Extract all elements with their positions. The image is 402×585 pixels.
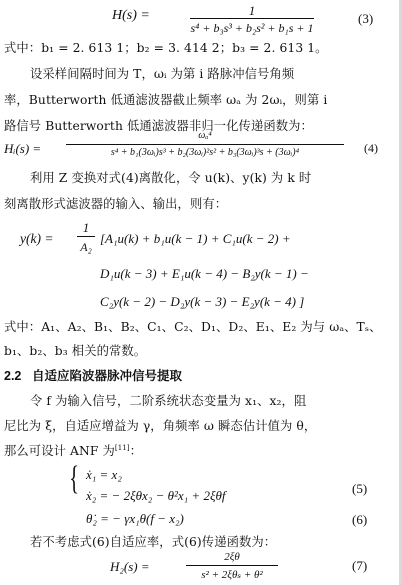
eq5-brace: { [69, 460, 80, 497]
text-line-constants: 式中：A₁、A₂、B₁、B₂、C₁、C₂、D₁、D₂、E₁、E₂ 为与 ωₐ、Tₛ、 [4, 320, 382, 334]
eq3-numerator: 1 [248, 3, 256, 18]
text-line-sampling: 设采样间隔时间为 T，ωᵢ 为第 i 路脉冲信号角频 [30, 67, 295, 81]
text-line-no-adaptive: 若不考虑式(6)自适应率，式(6)传递函数为： [30, 535, 277, 549]
citation-ref: [11] [114, 444, 130, 452]
eq3-number: (3) [358, 11, 374, 26]
eq5-row-1: ẋ₁ = x₂ [86, 467, 122, 482]
eqy-lhs: y(k) = [20, 231, 54, 246]
text-line-butterworth-digital: 令 Butterworth 数字滤波器滤波后周期脉冲基波信 [30, 578, 56, 579]
eq7-number: (7) [352, 558, 368, 573]
eq3-lhs: H(s) = [112, 8, 150, 23]
eqy-frac-den: A₂ [80, 240, 92, 254]
eq4-denominator: s⁴ + b₁(3ωᵢ)s³ + b₂(3ωᵢ)²s² + b₃(3ωᵢ)³s + (3ωᵢ)⁴ [110, 147, 300, 158]
eqy-row-3: C₂y(k − 2) − D₂y(k − 3) − E₂y(k − 4) ] [100, 294, 305, 309]
eq4-numerator: ωₐ⁴ [198, 130, 212, 141]
eq7-denominator: s² + 2ξθₛ + θ² [201, 569, 263, 581]
eq4-fraction-bar [66, 144, 344, 145]
eq4-lhs: Hᵢ(s) = [4, 141, 42, 156]
eq3-denominator: s⁴ + b₃s³ + b₂s² + b₁s + 1 [190, 21, 314, 35]
text-line-anf-design: 那么可设计 ANF 为[11]： [4, 444, 143, 459]
section-title: 自适应陷波器脉冲信号提取 [32, 369, 183, 383]
text-line-b-constants: 式中：b₁ = 2. 613 1；b₂ = 3. 414 2；b₃ = 2. 613 1。 [4, 41, 328, 55]
eq4-number: (4) [364, 141, 378, 155]
eq5-row-2: ẋ₂ = − 2ξθx₂ − θ²x₁ + 2ξθf [86, 488, 226, 503]
eq7-lhs: H₂(s) = [110, 559, 150, 574]
eq7-numerator: 2ξθ [224, 551, 240, 563]
eqy-frac-num: 1 [82, 220, 90, 235]
text-line-discrete-io: 刻离散形式滤波器的输入、输出，则有： [4, 197, 228, 211]
text-line-constants-cont: b₁、b₂、b₃ 相关的常数。 [4, 344, 147, 358]
text-line-transfer-intro: 路信号 Butterworth 低通滤波器非归一化传递函数为： [4, 119, 313, 133]
text-line-discrete-anf: 号为 y(k) = Asin(ωkt, + φ)，则离散化 ANF 为： [4, 580, 31, 581]
eqy-row-1: [A₁u(k) + b₁u(k − 1) + C₁u(k − 2) + [100, 231, 291, 246]
eq5-number: (5) [352, 481, 368, 496]
eq3-fraction-bar [190, 18, 314, 19]
text-line-cutoff: 率，Butterworth 低通滤波器截止频率 ωₐ 为 2ωᵢ，则第 i [4, 93, 328, 107]
eq6-number: (6) [352, 512, 368, 527]
text-line-z-transform: 利用 Z 变换对式(4)离散化，令 u(k)、y(k) 为 k 时 [30, 171, 312, 185]
eqy-fraction-bar [77, 236, 95, 237]
eq6-row: θ̇₂ = − γx₁θ(f − x₂) [86, 511, 184, 526]
text-line-damping: 尼比为 ξ，自适应增益为 γ，角频率 ω 瞬态估计值为 θ， [4, 419, 317, 433]
text-line-input-signal: 令 f 为输入信号，二阶系统状态变量为 x₁、x₂，阻 [30, 394, 307, 408]
eqy-row-2: D₁u(k − 3) + E₁u(k − 4) − B₂y(k − 1) − [100, 266, 309, 281]
eq7-fraction-bar [186, 565, 278, 566]
section-number: 2.2 [4, 369, 22, 383]
